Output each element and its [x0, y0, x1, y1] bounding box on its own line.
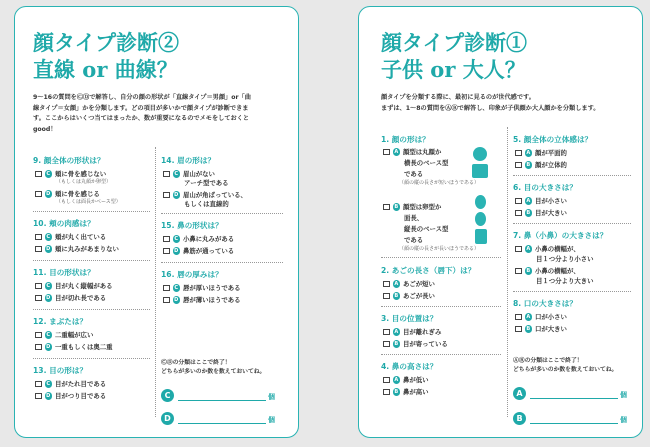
b-badge-icon: B [394, 340, 399, 347]
checkbox[interactable] [35, 283, 42, 290]
divider [161, 262, 283, 263]
checkbox[interactable] [163, 192, 170, 199]
diagnosis-card-1 [358, 6, 643, 438]
option-1a[interactable]: A 顔型は丸顔か [383, 148, 441, 156]
option-note: （顔の縦の長さが長いほうである） [399, 246, 480, 252]
a-badge-icon: A [394, 280, 399, 287]
diagnosis-card-2 [14, 6, 299, 438]
option-4b[interactable]: B 鼻が高い [383, 388, 429, 396]
d-badge-icon: D [174, 296, 179, 303]
intro-text: 顔タイプを分類する際に、最初に見るのが世代感です。 まずは、1～8の質問をⒶⒷで解答し、印象が子供顔か大人顔かを分類します。 [381, 94, 600, 112]
c-badge-icon: C [46, 331, 51, 338]
question-11: 11. 目の形状は？ [33, 268, 95, 277]
divider [33, 260, 150, 261]
b-badge-icon: B [513, 412, 526, 425]
divider [513, 223, 631, 224]
c-badge-icon: C [174, 235, 179, 242]
option-note: （もしくは面長かベース型） [56, 199, 121, 205]
c-badge-icon: C [174, 284, 179, 291]
count-b-field[interactable] [530, 423, 618, 424]
option-15d[interactable]: D 鼻筋が通っている [163, 247, 234, 255]
c-badge-icon: C [46, 170, 51, 177]
question-4: 4. 鼻の高さは？ [381, 362, 438, 371]
question-6: 6. 目の大きさは？ [513, 183, 577, 192]
checkbox[interactable] [35, 393, 42, 400]
card-title: 顔タイプ診断② 直線 or 曲線？ [33, 30, 179, 82]
option-15c[interactable]: C 小鼻に丸みがある [163, 235, 234, 243]
option-7b-cont: 目１つ分より大きい [536, 277, 594, 285]
count-b-row[interactable] [513, 412, 627, 425]
d-badge-icon: D [174, 247, 179, 254]
option-1b-cont: 縦長のベース型 [404, 225, 449, 233]
c-badge-icon: C [174, 170, 179, 177]
option-16c[interactable]: C 唇が厚いほうである [163, 284, 241, 292]
a-badge-icon: A [394, 148, 399, 155]
option-7b[interactable]: B 小鼻の横幅が、 [515, 267, 580, 275]
checkbox[interactable] [515, 246, 522, 253]
checkbox[interactable] [515, 268, 522, 275]
option-3a[interactable]: A 目が離れぎみ [383, 328, 441, 336]
option-13d[interactable]: D 目がつり目である [35, 392, 106, 400]
question-15: 15. 鼻の形状は？ [161, 221, 223, 230]
divider [33, 211, 150, 212]
divider [513, 291, 631, 292]
checkbox[interactable] [383, 329, 390, 336]
option-note: （もしくは丸顔か卵型） [56, 179, 112, 185]
d-badge-icon: D [46, 294, 51, 301]
option-7a[interactable]: A 小鼻の横幅が、 [515, 245, 580, 253]
d-badge-icon: D [46, 392, 51, 399]
a-badge-icon: A [526, 197, 531, 204]
oval-face-icon [475, 195, 486, 209]
wide-base-face-icon [472, 164, 488, 178]
a-badge-icon: A [394, 376, 399, 383]
option-14d[interactable]: D 眉山が角ばっている、 [163, 191, 247, 199]
option-10c[interactable]: C 頬が丸く出ている [35, 233, 106, 241]
unit-label: 個 [268, 416, 275, 424]
option-14c-cont: アーチ型である [184, 179, 229, 187]
d-badge-icon: D [46, 343, 51, 350]
option-1b-cont: である [404, 236, 424, 244]
b-badge-icon: B [526, 267, 531, 274]
question-10: 10. 頬の肉感は？ [33, 219, 95, 228]
checkbox[interactable] [383, 281, 390, 288]
checkbox[interactable] [515, 326, 522, 333]
a-badge-icon: A [526, 313, 531, 320]
checkbox[interactable] [163, 236, 170, 243]
unit-label: 個 [620, 391, 627, 399]
question-14: 14. 眉の形は？ [161, 156, 216, 165]
checkbox[interactable] [35, 295, 42, 302]
checkbox[interactable] [515, 198, 522, 205]
option-5a[interactable]: A 顔が平面的 [515, 149, 567, 157]
count-c-row[interactable] [161, 389, 275, 402]
question-12: 12. まぶたは？ [33, 317, 88, 326]
tall-base-face-icon [475, 229, 487, 244]
card-title: 顔タイプ診断① 子供 or 大人？ [381, 30, 527, 82]
intro-text: 9～16の質問をⒸⒹで解答し、自分の顔の形状が「直線タイプ＝男顔」or「曲 線タイプ＝女顔」かを分類します。どの項目が多いかで顔タイプが診断できま す。ここからはいくつ当てはまったか、数が重要になるのでメモをしておくと good！ [33, 94, 251, 133]
unit-label: 個 [268, 393, 275, 401]
question-3: 3. 目の位置は？ [381, 314, 438, 323]
count-d-row[interactable] [161, 412, 275, 425]
option-1a-cont: 横長のベース型 [404, 159, 449, 167]
option-16d[interactable]: D 唇が薄いほうである [163, 296, 241, 304]
option-3b[interactable]: B 目が寄っている [383, 340, 448, 348]
checkbox[interactable] [383, 341, 390, 348]
checkbox[interactable] [163, 171, 170, 178]
option-1b-cont: 面長、 [404, 214, 424, 222]
checkbox[interactable] [383, 204, 390, 211]
a-badge-icon: A [526, 245, 531, 252]
option-4a[interactable]: A 鼻が低い [383, 376, 429, 384]
checkbox[interactable] [163, 297, 170, 304]
divider [33, 309, 150, 310]
checkbox[interactable] [35, 332, 42, 339]
checkbox[interactable] [515, 162, 522, 169]
a-badge-icon: A [513, 387, 526, 400]
checkbox[interactable] [163, 248, 170, 255]
a-badge-icon: A [394, 328, 399, 335]
option-10d[interactable]: D 頬に丸みがあまりない [35, 245, 119, 253]
option-1a-cont: である [404, 170, 424, 178]
question-13: 13. 目の形は？ [33, 366, 88, 375]
d-badge-icon: D [46, 190, 51, 197]
b-badge-icon: B [526, 325, 531, 332]
count-a-row[interactable] [513, 387, 627, 400]
divider [33, 358, 150, 359]
checkbox[interactable] [383, 149, 390, 156]
count-a-field[interactable] [530, 398, 618, 399]
c-badge-icon: C [46, 233, 51, 240]
column-divider [507, 127, 508, 417]
b-badge-icon: B [394, 388, 399, 395]
checkbox[interactable] [35, 171, 42, 178]
question-7: 7. 鼻（小鼻）の大きさは？ [513, 231, 608, 240]
question-9: 9. 顔全体の形状は？ [33, 156, 105, 165]
option-8a[interactable]: A 口が小さい [515, 313, 567, 321]
option-11c[interactable]: C 目が丸く縦幅がある [35, 282, 113, 290]
option-note: （顔の縦の長さが短いほうである） [399, 180, 480, 186]
checkbox[interactable] [35, 191, 42, 198]
option-8b[interactable]: B 口が大きい [515, 325, 567, 333]
option-12d[interactable]: D 一重もしくは奥二重 [35, 343, 113, 351]
option-2a[interactable]: A あごが短い [383, 280, 435, 288]
column-divider [155, 147, 156, 417]
d-badge-icon: D [46, 245, 51, 252]
option-2b[interactable]: B あごが長い [383, 292, 435, 300]
b-badge-icon: B [526, 161, 531, 168]
summary-note: ⒶⒷの分類はここで終了！ どちらが多いのか数を数えておいてね。 [513, 358, 618, 373]
summary-note: ⒸⒹの分類はここで終了！ どちらが多いのか数を数えておいてね。 [161, 360, 266, 375]
round-face-icon [473, 147, 487, 161]
checkbox[interactable] [35, 246, 42, 253]
option-6b[interactable]: B 目が大きい [515, 209, 567, 217]
option-7a-cont: 目１つ分より小さい [536, 255, 594, 263]
option-14d-cont: もしくは直線的 [184, 200, 229, 208]
question-16: 16. 唇の厚みは？ [161, 270, 223, 279]
option-6a[interactable]: A 目が小さい [515, 197, 567, 205]
unit-label: 個 [620, 416, 627, 424]
c-badge-icon: C [161, 389, 174, 402]
b-badge-icon: B [394, 292, 399, 299]
count-d-field[interactable] [178, 423, 266, 424]
b-badge-icon: B [526, 209, 531, 216]
option-12c[interactable]: C 二重幅が広い [35, 331, 93, 339]
count-c-field[interactable] [178, 400, 266, 401]
option-9d[interactable]: D 頬に骨を感じる [35, 190, 100, 198]
divider [381, 306, 501, 307]
checkbox[interactable] [515, 314, 522, 321]
checkbox[interactable] [383, 377, 390, 384]
checkbox[interactable] [383, 389, 390, 396]
option-11d[interactable]: D 目が切れ長である [35, 294, 106, 302]
question-1: 1. 顔の形は？ [381, 135, 430, 144]
option-9c[interactable]: C 頬に骨を感じない [35, 170, 106, 178]
option-1b[interactable]: B 顔型は卵型か [383, 203, 441, 211]
question-2: 2. あごの長さ（唇下）は？ [381, 266, 476, 275]
checkbox[interactable] [35, 234, 42, 241]
option-14c[interactable]: C 眉山がない [163, 170, 215, 178]
divider [161, 213, 283, 214]
option-13c[interactable]: C 目がたれ目である [35, 380, 106, 388]
checkbox[interactable] [35, 344, 42, 351]
checkbox[interactable] [35, 381, 42, 388]
divider [513, 175, 631, 176]
a-badge-icon: A [526, 149, 531, 156]
checkbox[interactable] [515, 150, 522, 157]
question-8: 8. 口の大きさは？ [513, 299, 577, 308]
divider [381, 257, 501, 258]
c-badge-icon: C [46, 282, 51, 289]
option-5b[interactable]: B 顔が立体的 [515, 161, 567, 169]
long-face-icon [475, 212, 486, 226]
checkbox[interactable] [383, 293, 390, 300]
question-5: 5. 顔全体の立体感は？ [513, 135, 593, 144]
checkbox[interactable] [515, 210, 522, 217]
b-badge-icon: B [394, 203, 399, 210]
d-badge-icon: D [174, 191, 179, 198]
divider [381, 354, 501, 355]
c-badge-icon: C [46, 380, 51, 387]
checkbox[interactable] [163, 285, 170, 292]
d-badge-icon: D [161, 412, 174, 425]
